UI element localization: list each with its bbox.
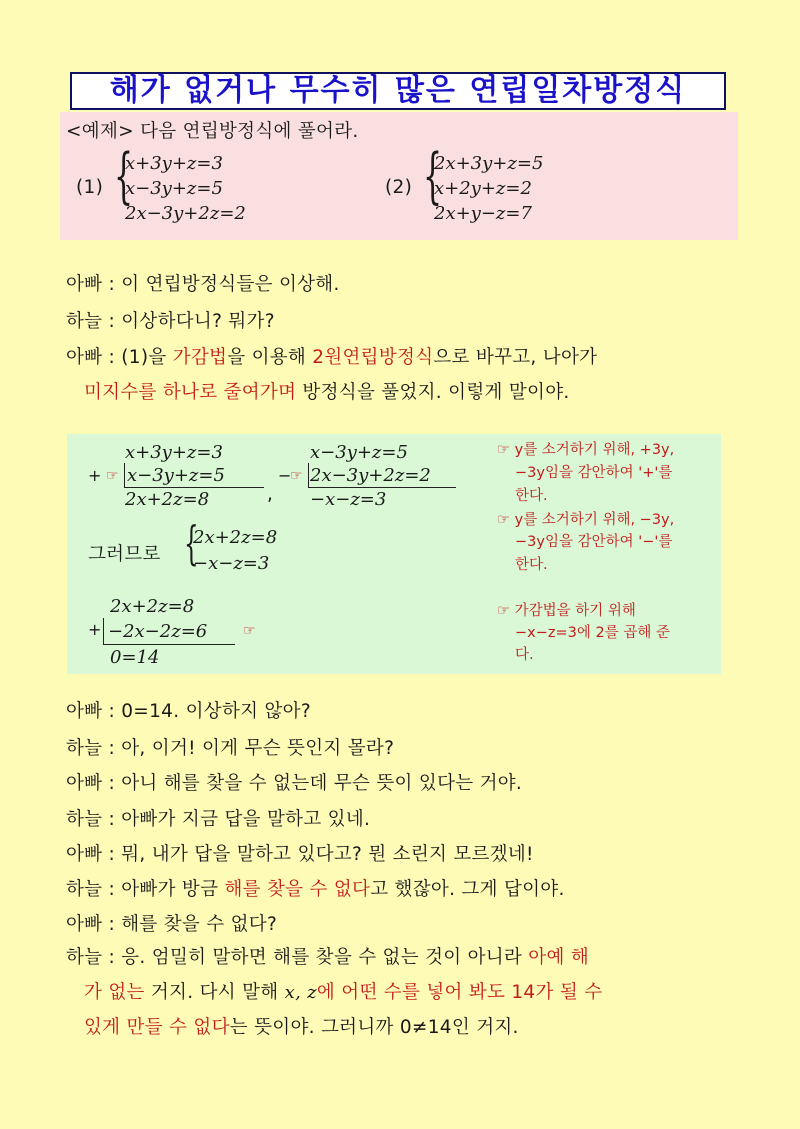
dialog2-line-9-vars: x, z bbox=[284, 982, 317, 1003]
problem-2-eq-2: x+2y+z=2 bbox=[434, 178, 532, 199]
system-eq-2: −x−z=3 bbox=[193, 553, 270, 574]
dialog2-line-10-highlight: 있게 만들 수 없다 bbox=[84, 1017, 230, 1038]
problem-1-brace: { bbox=[114, 141, 134, 211]
work-b-bar bbox=[308, 463, 309, 487]
dialog-line-4-highlight: 미지수를 하나로 줄여가며 bbox=[84, 382, 297, 403]
note-1-line-2: −3y임을 감안하여 '+'를 bbox=[515, 465, 673, 481]
comma: , bbox=[267, 484, 274, 505]
minus-sign: − bbox=[278, 466, 292, 485]
dialog-line-2: 하늘 : 이상하다니? 뭐가? bbox=[66, 311, 275, 332]
work-a-bar bbox=[124, 463, 125, 487]
work-a-underline bbox=[124, 487, 264, 488]
work-c-eq-2: −2x−2z=6 bbox=[108, 621, 208, 642]
problem-2-eq-3: 2x+y−z=7 bbox=[434, 203, 532, 224]
work-b-result: −x−z=3 bbox=[310, 489, 387, 510]
page-title: 해가 없거나 무수히 많은 연립일차방정식 bbox=[70, 72, 726, 110]
note-2-line-3: 한다. bbox=[515, 557, 548, 573]
dialog2-line-10 bbox=[84, 1013, 519, 1039]
dialog2-line-10-b: 는 뜻이야. 그러니까 0≠14인 거지. bbox=[229, 1017, 519, 1038]
dialog-line-4-b: 방정식을 풀었지. 이렇게 말이야. bbox=[296, 382, 570, 403]
dialog-line-3-a: 아빠 : (1)을 bbox=[66, 347, 173, 368]
note-3-line-1: ☞ 가감법을 하기 위해 bbox=[497, 603, 636, 619]
dialog-line-3-c: 을 이용해 bbox=[227, 347, 313, 368]
dialog-line-3-highlight-1: 가감법 bbox=[172, 347, 228, 368]
work-c-result: 0=14 bbox=[110, 647, 160, 668]
dialog2-line-2: 하늘 : 아, 이거! 이게 무슨 뜻인지 몰라? bbox=[66, 738, 395, 759]
dialog2-line-9-highlight-1: 가 없는 bbox=[84, 982, 145, 1003]
work-c-bar bbox=[103, 618, 104, 644]
therefore-label: 그러므로 bbox=[88, 544, 161, 565]
note-3-line-2: −x−z=3에 2를 곱해 준 bbox=[515, 625, 670, 641]
work-a-eq-1: x+3y+z=3 bbox=[125, 442, 223, 463]
dialog-line-3-highlight-2: 2원연립방정식 bbox=[312, 347, 434, 368]
hand-pointer-icon: ☞ bbox=[106, 468, 119, 484]
problem-1-label: (1) bbox=[76, 177, 104, 198]
dialog2-line-8-highlight: 아예 해 bbox=[528, 947, 589, 968]
problem-2-eq-1: 2x+3y+z=5 bbox=[434, 153, 544, 174]
dialog2-line-1: 아빠 : 0=14. 이상하지 않아? bbox=[66, 701, 311, 722]
system-brace: { bbox=[184, 516, 199, 570]
plus-sign-2: + bbox=[88, 620, 102, 639]
hand-pointer-icon: ☞ bbox=[290, 468, 303, 484]
dialog-line-3 bbox=[66, 343, 597, 369]
dialog2-line-6-highlight: 해를 찾을 수 없다 bbox=[224, 879, 371, 900]
dialog2-line-8 bbox=[66, 943, 589, 969]
dialog2-line-9 bbox=[84, 978, 602, 1004]
dialog2-line-9-highlight-2: 에 어떤 수를 넣어 봐도 14가 될 수 bbox=[316, 982, 603, 1003]
work-a-result: 2x+2z=8 bbox=[125, 489, 210, 510]
example-header: <예제> 다음 연립방정식에 풀어라. bbox=[66, 121, 359, 142]
dialog2-line-6-c: 고 했잖아. 그게 답이야. bbox=[370, 879, 565, 900]
dialog-line-1: 아빠 : 이 연립방정식들은 이상해. bbox=[66, 274, 340, 295]
dialog-line-4 bbox=[84, 378, 570, 404]
problem-2-label: (2) bbox=[385, 177, 413, 198]
note-3-line-3: 다. bbox=[515, 647, 534, 663]
work-b-eq-1: x−3y+z=5 bbox=[310, 442, 408, 463]
dialog2-line-3: 아빠 : 아니 해를 찾을 수 없는데 무슨 뜻이 있다는 거야. bbox=[66, 773, 523, 794]
problem-1-eq-3: 2x−3y+2z=2 bbox=[125, 203, 246, 224]
dialog2-line-6 bbox=[66, 875, 565, 901]
problem-1-eq-1: x+3y+z=3 bbox=[125, 153, 223, 174]
note-2-line-1: ☞ y를 소거하기 위해, −3y, bbox=[497, 512, 675, 528]
dialog2-line-9-b: 거지. 다시 말해 bbox=[144, 982, 285, 1003]
work-c-underline bbox=[103, 644, 235, 645]
work-b-eq-2: 2x−3y+2z=2 bbox=[310, 465, 431, 486]
dialog-line-3-e: 으로 바꾸고, 나아가 bbox=[433, 347, 598, 368]
dialog2-line-8-a: 하늘 : 응. 엄밀히 말하면 해를 찾을 수 없는 것이 아니라 bbox=[66, 947, 529, 968]
problem-2-brace: { bbox=[423, 141, 443, 211]
work-c-eq-1: 2x+2z=8 bbox=[110, 596, 195, 617]
dialog2-line-7: 아빠 : 해를 찾을 수 없다? bbox=[66, 914, 278, 935]
note-2-line-2: −3y임을 감안하여 '−'를 bbox=[515, 534, 673, 550]
hand-pointer-icon: ☞ bbox=[243, 623, 256, 639]
note-1-line-3: 한다. bbox=[515, 488, 548, 504]
system-eq-1: 2x+2z=8 bbox=[193, 527, 278, 548]
problem-1-eq-2: x−3y+z=5 bbox=[125, 178, 223, 199]
dialog2-line-6-a: 하늘 : 아빠가 방금 bbox=[66, 879, 225, 900]
dialog2-line-5: 아빠 : 뭐, 내가 답을 말하고 있다고? 뭔 소린지 모르겠네! bbox=[66, 844, 534, 865]
dialog2-line-4: 하늘 : 아빠가 지금 답을 말하고 있네. bbox=[66, 809, 371, 830]
plus-sign: + bbox=[88, 466, 102, 485]
note-1-line-1: ☞ y를 소거하기 위해, +3y, bbox=[497, 442, 675, 458]
work-a-eq-2: x−3y+z=5 bbox=[127, 465, 225, 486]
work-b-underline bbox=[308, 487, 456, 488]
